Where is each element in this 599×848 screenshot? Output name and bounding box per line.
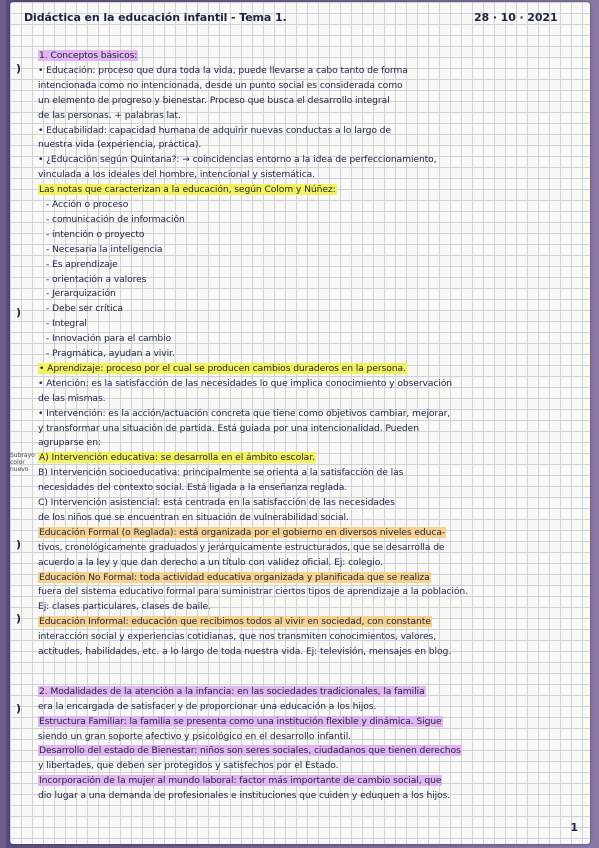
margin-bracket: ) [16,538,22,551]
highlighted-text: Estructura Familiar: la familia se presenta como una institución flexible y dinámica. Sigue [39,715,442,727]
margin-bracket: ) [16,306,22,319]
highlighted-text: Incorporación de la mujer al mundo laboral: factor más importante de cambio social, que [39,775,442,787]
note-line [38,50,138,61]
highlighted-text: 1. Conceptos básicos: [39,50,138,61]
margin-bracket: ) [16,612,22,625]
note-line: de los niños que se encuentran en situación de vulnerabilidad social. [38,511,349,523]
note-line [38,572,431,583]
note-line [38,452,316,463]
page-date: 28 · 10 · 2021 [474,11,558,24]
highlighted-text: 2. Modalidades de la atención a la infancia: en las sociedades tradicionales, la familia [39,685,425,697]
note-line: acuerdo a la ley y que dan derecho a un título con validez oficial. Ej: colegio. [38,556,383,568]
note-line: siendo un gran soporte afectivo y psicológico en el desarrollo infantil. [38,730,351,742]
note-line: C) Intervención asistencial: está centrada en la satisfacción de las necesidades [38,497,395,508]
note-line: intencionada como no intencionada, desde un punto social es considerada como [38,79,403,91]
margin-note: Subrayo color nuevo [10,452,35,473]
note-line: interacción social y experiencias cotidianas, que nos transmiten conocimientos, valores, [38,631,437,643]
note-line [38,716,443,727]
note-line: dio lugar a una demanda de profesionales e instituciones que cuiden y eduquen a los hijos. [38,790,451,802]
note-line: B) Intervención socioeducativa: principalmente se orienta a la satisfacción de las [38,467,404,479]
note-line: y transformar una situación de partida. Está guiada por una intencionalidad. Pueden [38,422,419,434]
note-line: agruparse en: [38,437,101,449]
note-line: actitudes, habilidades, etc. a lo largo de toda nuestra vida. Ej: televisión, mensajes en blog. [38,646,452,657]
highlighted-text: Educación No Formal: toda actividad educativa organizada y planificada que se realiza [39,571,430,583]
margin-bracket: ) [16,702,22,715]
note-line: - intención o proyecto [46,228,145,240]
highlighted-text: Educación Formal (o Reglada): está organizada por el gobierno en diversos niveles educa- [39,526,446,538]
note-line: - Acción o proceso [46,199,129,210]
margin-bracket: ) [16,62,22,75]
note-line: - Jerarquización [46,288,116,300]
highlighted-text: A) Intervención educativa: se desarrolla en el ámbito escolar. [39,452,315,464]
note-line: un elemento de progreso y bienestar. Proceso que busca el desarrollo integral [38,94,390,106]
note-line: era la encargada de satisfacer y de proporcionar una educación a los hijos. [38,700,377,712]
note-line [38,363,407,374]
note-line: • Educación: proceso que dura toda la vida, puede llevarse a cabo tanto de forma [38,64,408,76]
note-line [38,527,446,538]
note-line: - Es aprendizaje [46,258,118,270]
note-line [38,616,432,627]
note-line [38,745,462,756]
note-line [38,775,442,786]
note-line: - comunicación de información [46,213,185,225]
highlighted-text: • Aprendizaje: proceso por el cual se producen cambios duraderos en la persona. [39,362,406,374]
note-line: - Debe ser crítica [46,303,123,315]
note-line: • Atención: es la satisfacción de las necesidades lo que implica conocimiento y observación [38,377,453,389]
note-line: • ¿Educación según Quintana?: → coincidencias entorno a la idea de perfeccionamiento, [38,154,437,166]
notebook-page [10,2,590,844]
highlighted-text: Educación Informal: educación que recibimos todos al vivir en sociedad, con constante [39,616,431,628]
note-line [38,686,426,697]
highlighted-text: Desarrollo del estado de Bienestar: niños son seres sociales, ciudadanos que tienen derechos [39,745,461,757]
note-line: necesidades del contexto social. Está ligada a la enseñanza reglada. [38,482,348,494]
note-line: • Educabilidad: capacidad humana de adquirir nuevas conductas a lo largo de [38,124,391,136]
note-line: - orientación a valores [46,273,147,285]
note-line: • Intervención: es la acción/actuación concreta que tiene como objetivos cambiar, mejorar, [38,407,451,419]
note-line: de las personas. + palabras lat. [38,109,181,121]
note-line: fuera del sistema educativo formal para suministrar ciertos tipos de aprendizaje a la población. [38,586,468,598]
note-line: de las mismas. [38,392,106,404]
note-line [38,184,337,195]
note-line: - Innovación para el cambio [46,333,172,345]
note-line: y libertades, que deben ser protegidos y satisfechos por el Estado. [38,760,339,772]
note-line: vinculada a los ideales del hombre, intencional y sistemática. [38,169,315,181]
note-line: tivos, cronológicamente graduados y jerárquicamente estructurados, que se desarrolla de [38,541,445,553]
note-line: - Necesaria la inteligencia [46,243,163,255]
note-line: - Pragmática, ayudan a vivir. [46,348,175,359]
note-line: nuestra vida (experiencia, práctica). [38,139,202,151]
page-number: 1 [570,821,578,834]
page-title: Didáctica en la educación infantil - Tema 1. [24,11,287,24]
note-line: - Integral [46,318,87,330]
note-line: Ej: clases particulares, clases de baile. [38,601,211,613]
highlighted-text: Las notas que caracterizan a la educación, según Colom y Núñez: [39,184,336,196]
